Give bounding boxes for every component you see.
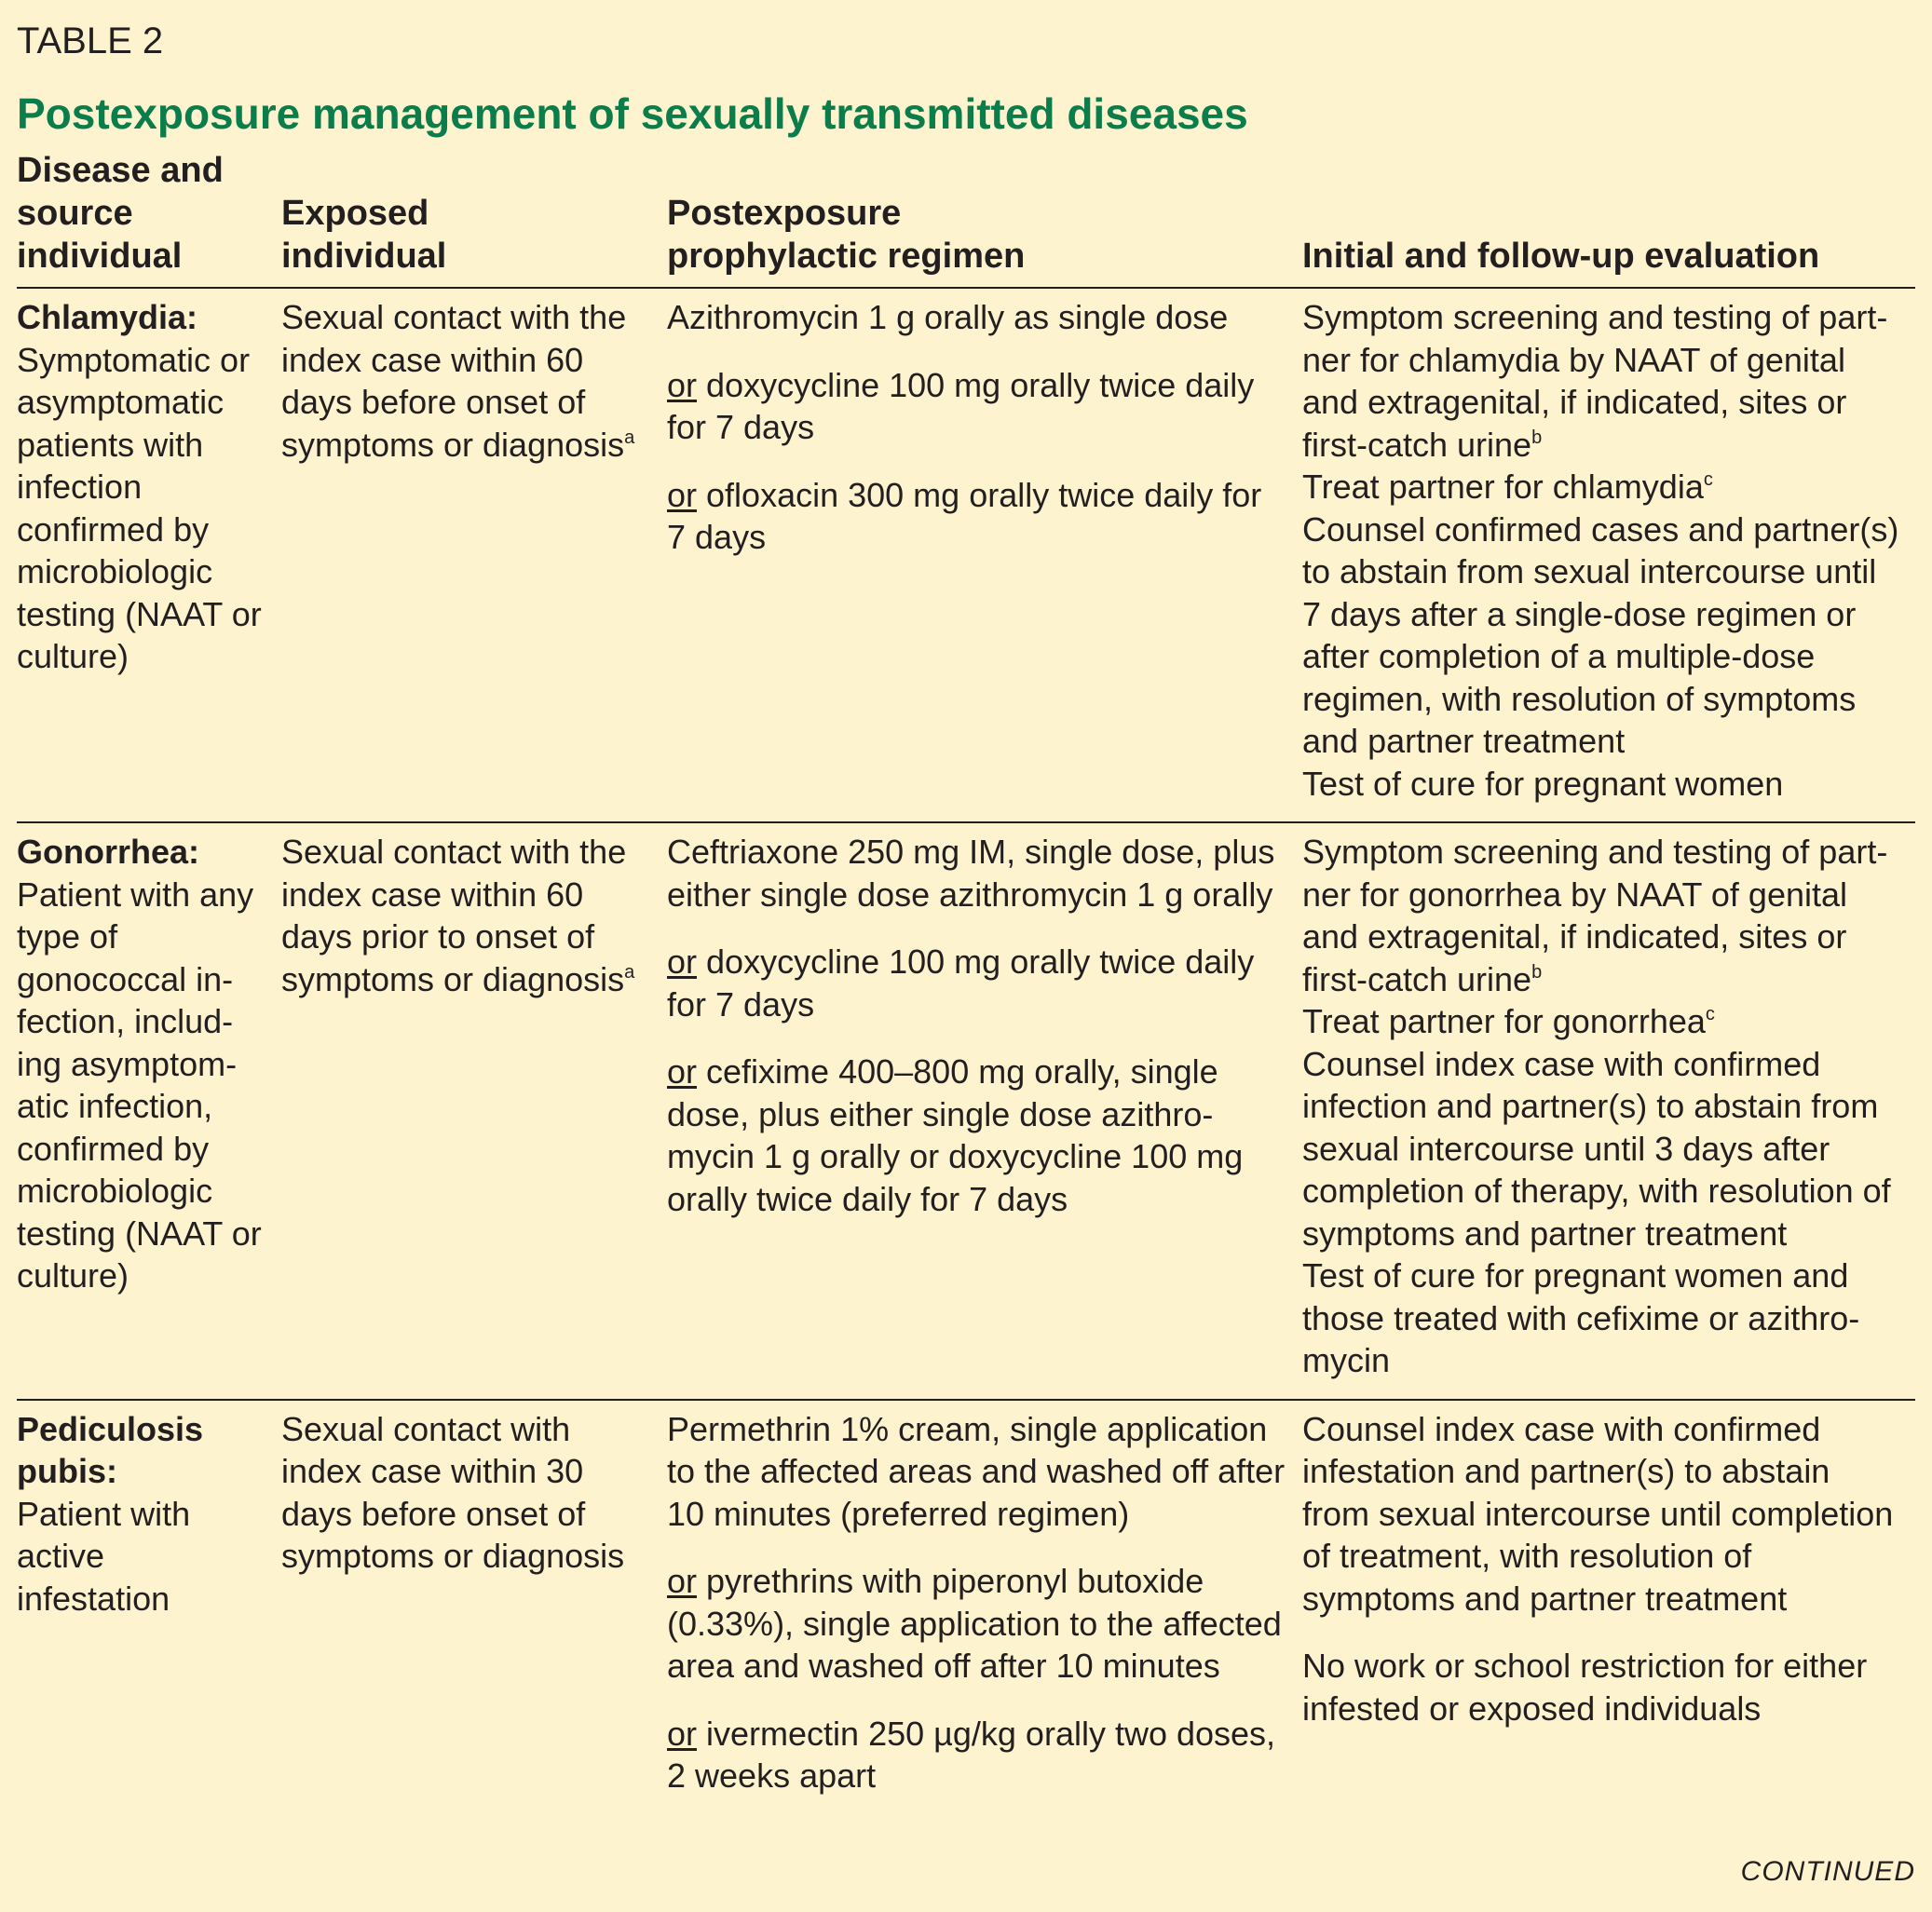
footnote-mark: a [624, 961, 635, 983]
disease-name: Gonorrhea: [17, 833, 200, 871]
footnote-mark: b [1531, 961, 1543, 983]
exposed-cell: Sexual contact with the index case within 60 days prior to onset of symptoms or diagnosis$^a$ [281, 822, 667, 1400]
table-label: TABLE 2 [17, 20, 164, 61]
evaluation-item: Test of cure for pregnant women and those treated with cefixime or azithromycin [1302, 1256, 1860, 1379]
header-regimen: Postexposure prophylactic regimen [667, 149, 1302, 288]
footnote-mark: c [1703, 469, 1713, 490]
regimen-item: or ofloxacin 300 mg orally twice daily for 7 days [667, 475, 1262, 556]
regimen-item: or cefixime 400–800 mg orally, single dose, plus either single dose azithromycin 1 g orally or doxycycline 100 mg orally twice daily for 7 days [667, 1052, 1244, 1218]
or-connector: or [667, 1052, 698, 1091]
regimen-cell [667, 822, 1302, 1400]
or-connector: or [667, 475, 698, 514]
disease-cell [17, 822, 281, 1400]
regimen-item: or pyrethrins with piperonyl butoxide (0.33%), single application to the affected area and washed off after 10 minutes [667, 1562, 1282, 1685]
regimen-cell [667, 288, 1302, 822]
regimen-item: Ceftriaxone 250 mg IM, single dose, plus either single dose azithromycin 1 g orally [667, 833, 1275, 914]
regimen-item: Permethrin 1% cream, single application to the affected areas and washed off after 10 minutes (preferred regimen) [667, 1409, 1286, 1533]
or-connector: or [667, 942, 698, 981]
evaluation-item: No work or school restriction for either infested or exposed individuals [1302, 1647, 1868, 1728]
evaluation-item: Test of cure for pregnant women [1302, 764, 1784, 803]
disease-description: Symptomatic or asymptomatic patients with infection confirmed by microbiologic testing (NAAT or culture) [17, 340, 262, 675]
footnote-mark: b [1531, 427, 1543, 448]
evaluation-item: Treat partner for gonorrhea$^c$ [1302, 1002, 1715, 1040]
or-connector: or [667, 1562, 698, 1600]
regimen-item: or doxycycline 100 mg orally twice daily for 7 days [667, 942, 1255, 1024]
evaluation-cell [1302, 288, 1915, 822]
regimen-item: Azithromycin 1 g orally as single dose [667, 298, 1229, 336]
or-connector: or [667, 1714, 698, 1753]
evaluation-item: Symptom screening and testing of partner for gonorrhea by NAAT of genital and extragenital, if indicated, sites or first-catch urine$^b$ [1302, 833, 1888, 998]
header-exposed: Exposed individual [281, 149, 667, 288]
disease-cell [17, 288, 281, 822]
evaluation-cell [1302, 1400, 1915, 1814]
header-evaluation: Initial and follow-up evaluation [1302, 149, 1915, 288]
regimen-item: or ivermectin 250 µg/kg orally two doses, 2 weeks apart [667, 1714, 1276, 1795]
disease-description: Patient with any type of gonococcal infection, including asymptomatic infection, confirmed by microbiologic testing (NAAT or culture) [17, 875, 262, 1295]
disease-description: Patient with active infestation [17, 1494, 191, 1618]
disease-name: Chlamydia: [17, 298, 198, 336]
regimen-item: or doxycycline 100 mg orally twice daily for 7 days [667, 365, 1255, 446]
disease-cell [17, 1400, 281, 1814]
evaluation-item: Treat partner for chlamydia$^c$ [1302, 468, 1713, 506]
evaluation-item: Counsel index case with confirmed infection and partner(s) to abstain from sexual intercourse until 3 days after completion of therapy, with resolution of symptoms and partner treatment [1302, 1044, 1891, 1253]
table-row [17, 1400, 1915, 1814]
table-row [17, 822, 1915, 1400]
table-row [17, 288, 1915, 822]
regimen-cell [667, 1400, 1302, 1814]
evaluation-item: Counsel confirmed cases and partner(s) to abstain from sexual intercourse until 7 days after a single-dose regimen or after completion of a multiple-dose regimen, with resolution of symptoms and partner treatment [1302, 509, 1899, 760]
evaluation-item: Counsel index case with confirmed infestation and partner(s) to abstain from sexual intercourse until completion of treatment, with resolution of symptoms and partner treatment [1302, 1409, 1894, 1618]
exposed-cell: Sexual contact with the index case within 60 days before onset of symptoms or diagnosis$^a$ [281, 288, 667, 822]
evaluation-cell [1302, 822, 1915, 1400]
evaluation-item: Symptom screening and testing of partner for chlamydia by NAAT of genital and extragenital, if indicated, sites or first-catch urine$^b$ [1302, 298, 1888, 464]
or-connector: or [667, 365, 698, 404]
exposed-cell: Sexual contact with index case within 30 days before onset of symptoms or diagnosis [281, 1409, 625, 1575]
table-title: Postexposure management of sexually transmitted diseases [17, 89, 1248, 138]
std-management-table [17, 149, 1915, 1814]
header-row [17, 149, 1915, 288]
footnote-mark: c [1705, 1004, 1715, 1024]
header-disease: Disease and source individual [17, 149, 281, 288]
footnote-mark: a [624, 427, 635, 448]
disease-name: Pediculosis pubis: [17, 1409, 204, 1490]
continued-label: CONTINUED [1740, 1856, 1915, 1887]
